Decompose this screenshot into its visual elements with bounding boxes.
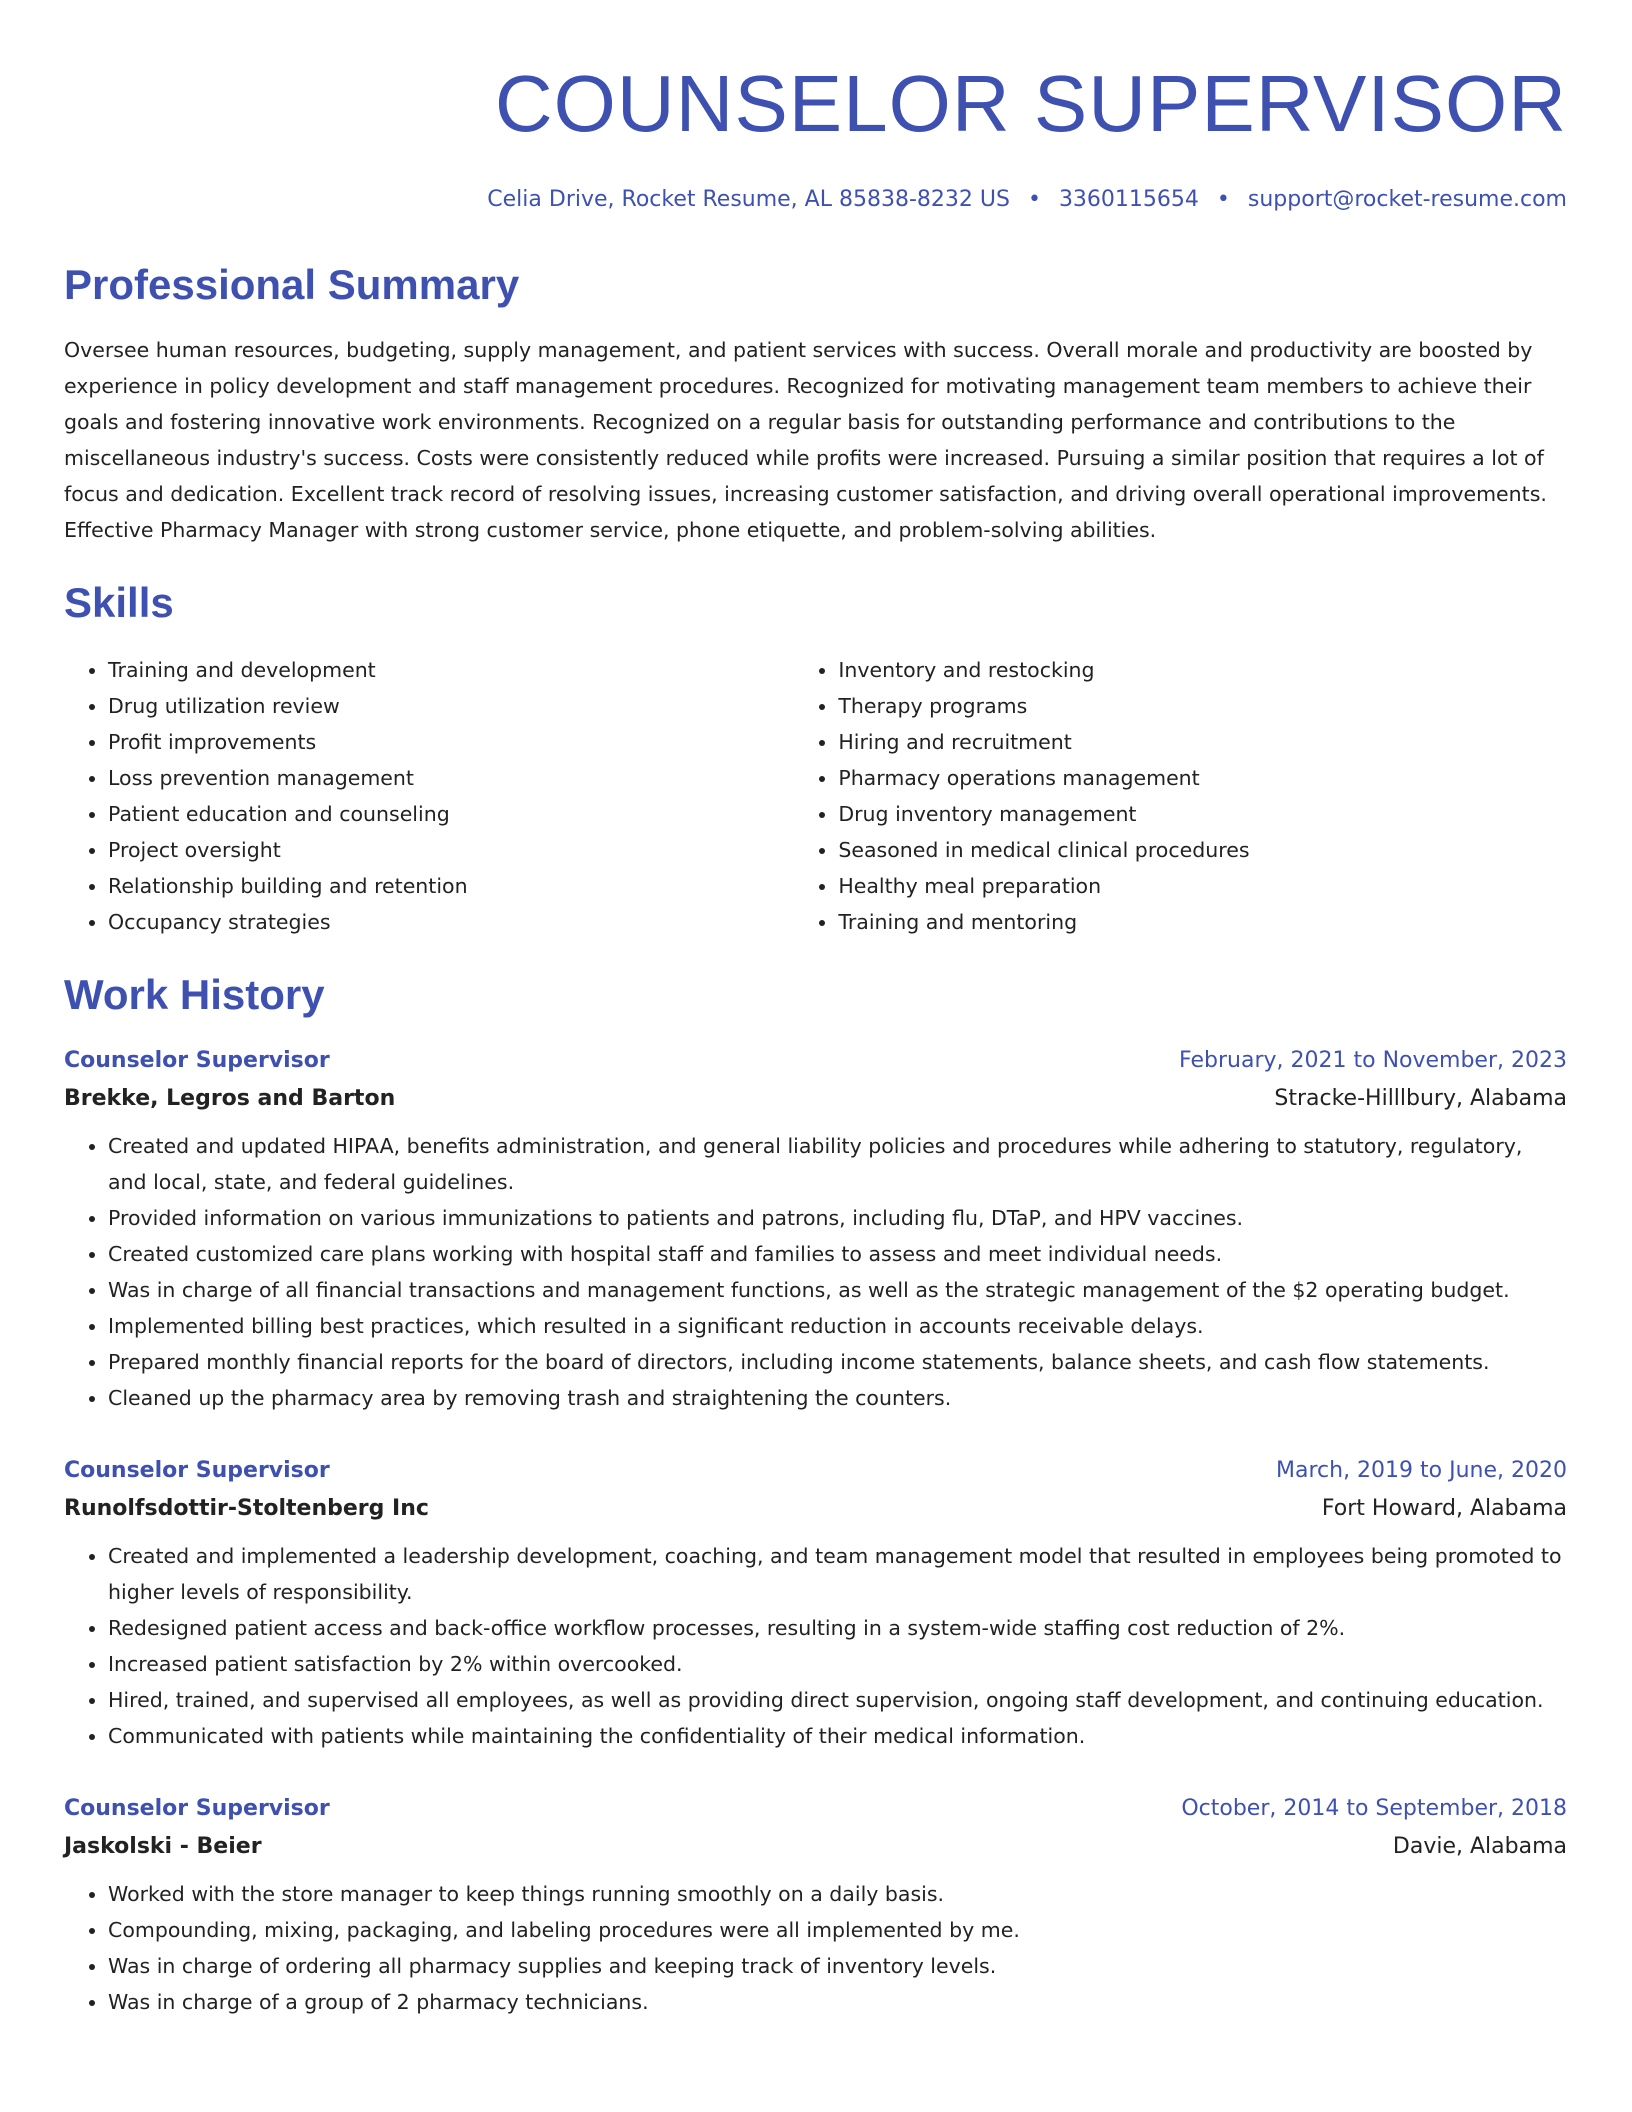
job-bullet: • Worked with the store manager to keep things running smoothly on a daily basis. [108, 1876, 1567, 1912]
job-bullet: • Increased patient satisfaction by 2% within overcooked. [108, 1646, 1567, 1682]
section-heading-skills: Skills [64, 579, 174, 626]
job-bullet: • Hired, trained, and supervised all employees, as well as providing direct supervision, ongoing staff development, and continuing education. [108, 1682, 1567, 1718]
job-employer-row [64, 1828, 1567, 1866]
skill-item: • Therapy programs [838, 688, 1567, 724]
job-bullet: • Created customized care plans working with hospital staff and families to assess and meet individual needs. [108, 1236, 1567, 1272]
job-company: Jaskolski - Beier [64, 1834, 262, 1859]
job-header [64, 1042, 1567, 1080]
resume-page [64, 0, 1567, 2020]
job-bullet: • Was in charge of a group of 2 pharmacy technicians. [108, 1984, 1567, 2020]
job-location: Stracke-Hilllbury, Alabama [1274, 1086, 1567, 1111]
skill-item: • Profit improvements [108, 724, 794, 760]
skill-item: • Hiring and recruitment [838, 724, 1567, 760]
skill-item: • Seasoned in medical clinical procedures [838, 832, 1567, 868]
job-bullet: • Was in charge of ordering all pharmacy supplies and keeping track of inventory levels. [108, 1948, 1567, 1984]
skill-item: • Drug utilization review [108, 688, 794, 724]
job-bullet: • Created and implemented a leadership development, coaching, and team management model that resulted in employees being promoted to higher levels of responsibility. [108, 1538, 1567, 1610]
job-bullet: • Created and updated HIPAA, benefits administration, and general liability policies and procedures while adhering to statutory, regulatory, and local, state, and federal guidelines. [108, 1128, 1567, 1200]
job-title: Counselor Supervisor [64, 1796, 330, 1821]
contact-separator: • [1216, 187, 1230, 212]
job-dates: February, 2021 to November, 2023 [1179, 1048, 1567, 1073]
skill-item: • Loss prevention management [108, 760, 794, 796]
skill-item: • Training and mentoring [838, 904, 1567, 940]
summary-text: Oversee human resources, budgeting, supply management, and patient services with success. Overall morale and productivity are boosted by experience in policy development and staff management procedures. Recognized for motivating management team members to achieve their goals and fostering innovative work environments. Recognized on a regular basis for outstanding performance and contributions to the miscellaneous industry's success. Costs were consistently reduced while profits were increased. Pursuing a similar position that requires a lot of focus and dedication. Excellent track record of resolving issues, increasing customer satisfaction, and driving overall operational improvements. Effective Pharmacy Manager with strong customer service, phone etiquette, and problem-solving abilities. [64, 338, 1547, 542]
skill-item: • Healthy meal preparation [838, 868, 1567, 904]
skills-column-right [794, 652, 1567, 940]
job-title: Counselor Supervisor [64, 1048, 330, 1073]
job-bullet: • Provided information on various immunizations to patients and patrons, including flu, DTaP, and HPV vaccines. [108, 1200, 1567, 1236]
skill-item: • Occupancy strategies [108, 904, 794, 940]
job-location: Davie, Alabama [1392, 1834, 1567, 1859]
job-entry [64, 1452, 1567, 1754]
skill-item: • Drug inventory management [838, 796, 1567, 832]
job-company: Brekke, Legros and Barton [64, 1086, 396, 1111]
skill-item: • Patient education and counseling [108, 796, 794, 832]
skills-column-left [64, 652, 794, 940]
contact-phone: 3360115654 [1058, 187, 1199, 212]
job-dates: October, 2014 to September, 2018 [1181, 1796, 1567, 1821]
skill-item: • Pharmacy operations management [838, 760, 1567, 796]
job-header [64, 1790, 1567, 1828]
job-bullet: • Implemented billing best practices, which resulted in a significant reduction in accounts receivable delays. [108, 1308, 1567, 1344]
job-bullet: • Prepared monthly financial reports for the board of directors, including income statements, balance sheets, and cash flow statements. [108, 1344, 1567, 1380]
job-bullet: • Cleaned up the pharmacy area by removing trash and straightening the counters. [108, 1380, 1567, 1416]
section-heading-work-history: Work History [64, 971, 325, 1018]
skill-item: • Relationship building and retention [108, 868, 794, 904]
job-bullet: • Redesigned patient access and back-office workflow processes, resulting in a system-wide staffing cost reduction of 2%. [108, 1610, 1567, 1646]
contact-email[interactable]: support@rocket-resume.com [1247, 187, 1567, 212]
job-location: Fort Howard, Alabama [1321, 1496, 1567, 1521]
job-bullet: • Compounding, mixing, packaging, and labeling procedures were all implemented by me. [108, 1912, 1567, 1948]
job-header [64, 1452, 1567, 1490]
job-bullets [64, 1876, 1567, 2020]
skills-list [64, 652, 1567, 940]
skill-item: • Project oversight [108, 832, 794, 868]
job-company: Runolfsdottir-Stoltenberg Inc [64, 1496, 429, 1521]
job-bullet: • Communicated with patients while maintaining the confidentiality of their medical information. [108, 1718, 1567, 1754]
skill-item: • Inventory and restocking [838, 652, 1567, 688]
section-heading-summary: Professional Summary [64, 261, 520, 308]
job-employer-row [64, 1490, 1567, 1528]
contact-line [64, 184, 1567, 216]
page-title: COUNSELOR SUPERVISOR [494, 59, 1567, 148]
job-entry [64, 1042, 1567, 1416]
skill-item: • Training and development [108, 652, 794, 688]
job-entry [64, 1790, 1567, 2020]
job-bullets [64, 1128, 1567, 1416]
job-dates: March, 2019 to June, 2020 [1276, 1458, 1567, 1483]
contact-separator: • [1027, 187, 1041, 212]
job-bullets [64, 1538, 1567, 1754]
job-bullet: • Was in charge of all financial transactions and management functions, as well as the strategic management of the $2 operating budget. [108, 1272, 1567, 1308]
contact-address: Celia Drive, Rocket Resume, AL 85838-8232 US [487, 187, 1010, 212]
job-title: Counselor Supervisor [64, 1458, 330, 1483]
job-employer-row [64, 1080, 1567, 1118]
